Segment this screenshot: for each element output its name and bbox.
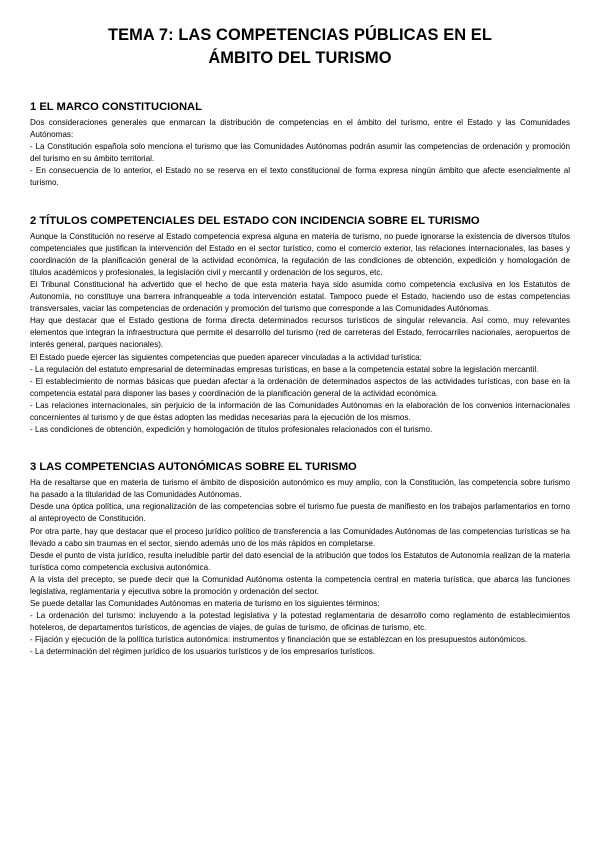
paragraph: Por otra parte, hay que destacar que el proceso jurídico político de transferencia a las Comunidades Autónomas de las competencias turísticas se ha llevado a cabo sin traumas en el sector, siendo además uno de los más rápidos en completarse. — [30, 526, 570, 548]
section-competencias-autonomicas — [30, 460, 570, 658]
paragraph: Hay que destacar que el Estado gestiona de forma directa determinados recursos turísticos de singular relevancia. Así como, muy relevantes elementos que integran la infraestructura que permite el desarrollo del turismo (red de carreteras del Estado, ferrocarriles nacionales, aeropuertos de interés general, parques nacionales). — [30, 316, 570, 350]
paragraph: - La determinación del régimen jurídico de los usuarios turísticos y de los empresarios turísticos. — [30, 647, 376, 657]
section-heading: 2 TÍTULOS COMPETENCIALES DEL ESTADO CON INCIDENCIA SOBRE EL TURISMO — [30, 214, 480, 227]
paragraph: - Las condiciones de obtención, expedición y homologación de títulos profesionales relacionados con el turismo. — [30, 425, 433, 435]
paragraph: El Tribunal Constitucional ha advertido que el hecho de que esta materia haya sido asumida como competencia exclusiva en los Estatutos de Autonomía, no constituye una barrera infranqueable a toda intervención estatal. Tampoco puede el Estado, haciendo uso de estas competencias transversales, vaciar las competencias de ordenación y promoción del turismo que corresponde a las Comunidades Autónomas. — [30, 279, 570, 314]
paragraph: A la vista del precepto, se puede decir que la Comunidad Autónoma ostenta la competencia central en materia turística, que abarca las funciones legislativa, reglamentaria y ejecutiva sobre la promoción y ordenación del sector. — [30, 574, 570, 596]
paragraph: Desde una óptica política, una regionalización de las competencias sobre el turismo fue puesta de manifiesto en los trabajos parlamentarios en torno al anteproyecto de Constitución. — [30, 502, 570, 524]
paragraph: Dos consideraciones generales que enmarcan la distribución de competencias en el ámbito del turismo, entre el Estado y las Comunidades Autónomas: — [30, 118, 570, 140]
paragraph: - En consecuencia de lo anterior, el Estado no se reserva en el texto constitucional de forma expresa ningún ámbito que afecte esencialmente al turismo. — [30, 166, 570, 188]
paragraph: Ha de resaltarse que en materia de turismo el ámbito de disposición autonómico es muy amplio, con la Constitución, las competencia sobre turismo ha pasado a la titularidad de las Comunidades Autónomas. — [30, 478, 570, 500]
paragraph: El Estado puede ejercer las siguientes competencias que pueden aparecer vinculadas a la actividad turística: — [30, 352, 422, 362]
page-title — [20, 24, 580, 70]
paragraph: Se puede detallar las Comunidades Autónomas en materia de turismo en los siguientes términos: — [30, 599, 380, 609]
paragraph: - El establecimiento de normas básicas que puedan afectar a la ordenación de determinados aspectos de las actividades turísticas, con base en la competencia estatal para disponer las bases y coordinación de la planificación general de la actividad económica. — [30, 376, 570, 398]
paragraph: Desde el punto de vista jurídico, resulta ineludible partir del dato esencial de la atribución que todos los Estatutos de Autonomía realizan de la materia turística como competencia exclusiva autonómica. — [30, 550, 570, 572]
section-titulos-competenciales — [30, 214, 570, 437]
section-heading: 3 LAS COMPETENCIAS AUTONÓMICAS SOBRE EL TURISMO — [30, 461, 357, 474]
paragraph: - Fijación y ejecución de la política turística autonómica: instrumentos y financiación que se establezcan en los presupuestos autonómicos. — [30, 635, 528, 645]
paragraph: - La ordenación del turismo: incluyendo a la potestad legislativa y la potestad reglamentaria de desarrollo como reglamento de establecimientos hoteleros, de departamentos turísticos, de agencias de viajes, de guías de turismo, de oficinas de turismo, etc. — [30, 611, 570, 633]
document-body — [30, 100, 570, 659]
title-line-1: TEMA 7: LAS COMPETENCIAS PÚBLICAS EN EL — [108, 26, 492, 44]
section-heading: 1 EL MARCO CONSTITUCIONAL — [30, 101, 202, 113]
paragraph: - La regulación del estatuto empresarial de determinadas empresas turísticas, en base a la competencia estatal sobre la legislación mercantil. — [30, 364, 539, 374]
paragraph: Aunque la Constitución no reserve al Estado competencia expresa alguna en materia de turismo, no puede ignorarse la existencia de diversos títulos competenciales que justifican la intervención del Estado en el sector turístico, como el comercio exterior, las relaciones internacionales, las bases y coordinación de la planificación general de la actividad económica, la regulación de las condiciones de obtención, expedición y homologación de títulos académicos y profesionales, la legislación civil y mercantil y ordenación de los seguros, etc. — [30, 231, 570, 277]
title-line-2: ÁMBITO DEL TURISMO — [208, 49, 392, 67]
section-marco-constitucional — [30, 100, 570, 190]
paragraph: - La Constitución española solo menciona el turismo que las Comunidades Autónomas podrán asumir las competencias de ordenación y promoción del turismo en su ámbito territorial. — [30, 142, 570, 164]
paragraph: - Las relaciones internacionales, sin perjuicio de la información de las Comunidades Autónomas en la elaboración de los convenios internacionales concernientes al turismo y de que éstas adopten las medidas necesarias para la ejecución de los mismos. — [30, 400, 570, 422]
